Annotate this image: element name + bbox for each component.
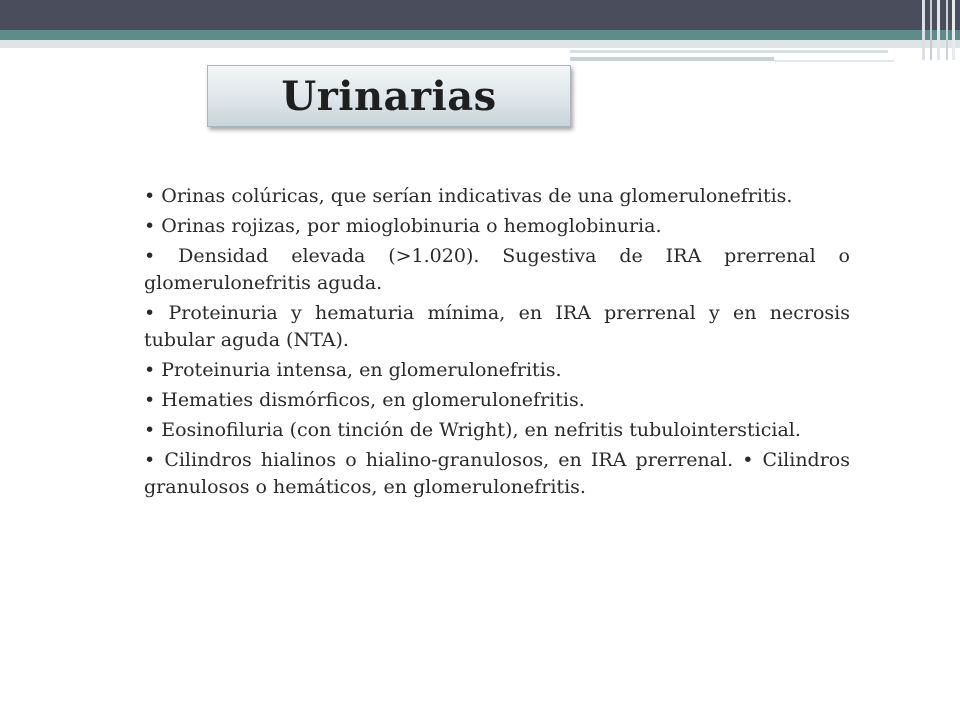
bullet-item: • Eosinofiluria (con tinción de Wright), en nefritis tubulointersticial.: [144, 419, 801, 441]
slide-title-box: [207, 65, 571, 127]
decorative-line: [774, 60, 894, 62]
decorative-line: [570, 57, 774, 61]
bullet-item: • Orinas rojizas, por mioglobinuria o hemoglobinuria.: [144, 215, 662, 237]
decorative-rail: [952, 0, 955, 60]
bullet-item: • Proteinuria intensa, en glomerulonefritis.: [144, 359, 562, 381]
slide-title: Urinarias: [281, 72, 497, 120]
decorative-rail: [922, 0, 925, 60]
header-bar: [0, 0, 960, 30]
header-shadow-bar: [0, 40, 960, 48]
bullet-item: • Proteinuria y hematuria mínima, en IRA prerrenal y en necrosis tubular aguda (NTA).: [144, 302, 850, 351]
bullet-item: • Hematies dismórficos, en glomerulonefritis.: [144, 389, 585, 411]
decorative-line: [570, 50, 888, 53]
bullet-item: • Densidad elevada (>1.020). Sugestiva de IRA prerrenal o glomerulonefritis aguda.: [144, 245, 850, 294]
decorative-rail: [937, 0, 940, 60]
decorative-rail: [946, 0, 948, 60]
bullet-item: • Orinas colúricas, que serían indicativas de una glomerulonefritis.: [144, 185, 793, 207]
header-accent-bar: [0, 30, 960, 40]
decorative-rail: [930, 0, 932, 60]
bullet-item: • Cilindros hialinos o hialino-granulosos, en IRA prerrenal. • Cilindros granulosos o hemáticos, en glomerulonefritis.: [144, 449, 850, 498]
slide-body: [144, 183, 850, 504]
